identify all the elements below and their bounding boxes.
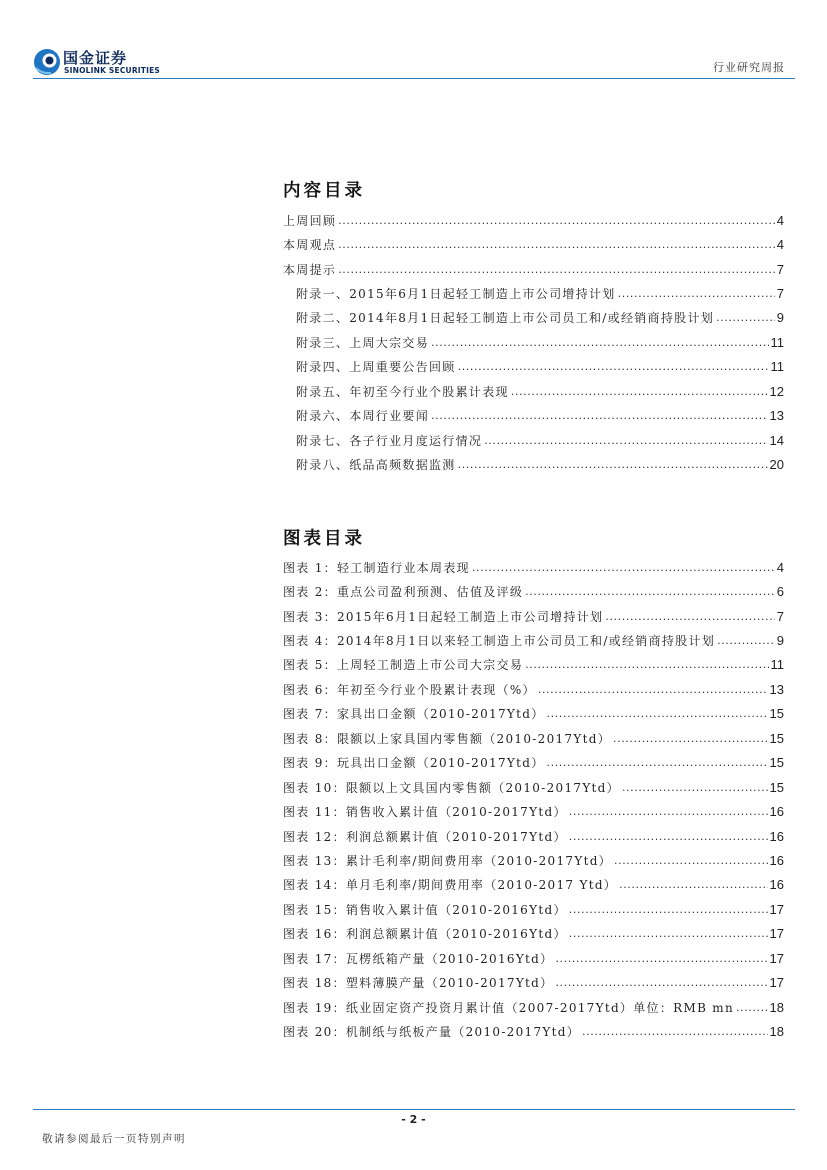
dot-leader	[717, 634, 775, 647]
figures-entry-label: 图表 12：利润总额累计值（2010-2017Ytd）	[283, 829, 567, 844]
dot-leader	[555, 952, 767, 965]
dot-leader	[511, 385, 768, 398]
figures-entry-page: 16	[769, 828, 784, 844]
dot-leader	[555, 976, 767, 989]
dot-leader	[569, 805, 768, 818]
figures-entry[interactable]	[283, 1019, 784, 1043]
dot-leader	[472, 561, 775, 574]
contents-title: 内容目录	[283, 181, 365, 201]
report-type-label: 行业研究周报	[713, 61, 785, 74]
dot-leader	[569, 830, 768, 843]
contents-entry-page: 9	[776, 310, 784, 326]
figures-entry[interactable]	[283, 922, 784, 946]
contents-entry-label: 附录七、各子行业月度运行情况	[296, 433, 483, 448]
contents-entry[interactable]	[283, 232, 784, 256]
figures-entry-label: 图表 17：瓦楞纸箱产量（2010-2016Ytd）	[283, 951, 554, 966]
dot-leader	[338, 238, 775, 251]
figures-entry-page: 17	[769, 901, 784, 917]
dot-leader	[431, 336, 768, 349]
figures-entry-page: 15	[769, 706, 784, 722]
contents-entry-label: 附录八、纸品高频数据监测	[296, 458, 456, 473]
logo-mark-icon	[33, 48, 61, 76]
dot-leader	[431, 409, 768, 422]
figures-entry-label: 图表 9：玩具出口金额（2010-2017Ytd）	[283, 756, 545, 771]
figures-entry-page: 11	[770, 657, 784, 673]
figures-entry-label: 图表 13：累计毛利率/期间费用率（2010-2017Ytd）	[283, 853, 612, 868]
contents-entry-label: 附录五、年初至今行业个股累计表现	[296, 384, 509, 399]
dot-leader	[525, 585, 775, 598]
figures-list	[283, 555, 784, 1044]
contents-entry-page: 4	[776, 237, 784, 253]
dot-leader	[338, 263, 775, 276]
figures-entry[interactable]	[283, 604, 784, 628]
page-header	[0, 0, 827, 90]
figures-entry[interactable]	[283, 995, 784, 1019]
figures-entry[interactable]	[283, 702, 784, 726]
dot-leader	[538, 683, 768, 696]
dot-leader	[569, 903, 768, 916]
figures-entry-label: 图表 15：销售收入累计值（2010-2016Ytd）	[283, 902, 567, 917]
contents-entry-label: 附录一、2015年6月1日起轻工制造上市公司增持计划	[296, 287, 616, 302]
figures-entry-label: 图表 14：单月毛利率/期间费用率（2010-2017 Ytd）	[283, 878, 618, 893]
contents-entry-page: 13	[769, 408, 784, 424]
figures-entry-label: 图表 3：2015年6月1日起轻工制造上市公司增持计划	[283, 609, 604, 624]
contents-entry[interactable]	[283, 355, 784, 379]
figures-entry[interactable]	[283, 897, 784, 921]
figures-entry-page: 17	[769, 975, 784, 991]
contents-entry-label: 附录四、上周重要公告回顾	[296, 360, 456, 375]
figures-entry-label: 图表 7：家具出口金额（2010-2017Ytd）	[283, 707, 545, 722]
figures-entry-page: 9	[776, 633, 784, 649]
figures-entry-page: 17	[769, 926, 784, 942]
header-divider	[33, 78, 795, 79]
contents-entry-page: 11	[770, 334, 784, 350]
contents-entry[interactable]	[283, 404, 784, 428]
dot-leader	[716, 311, 775, 324]
figures-entry-label: 图表 11：销售收入累计值（2010-2017Ytd）	[283, 805, 567, 820]
dot-leader	[338, 214, 775, 227]
contents-entry-page: 12	[769, 383, 784, 399]
contents-entry-label: 附录二、2014年8月1日起轻工制造上市公司员工和/或经销商持股计划	[296, 311, 715, 326]
figures-entry[interactable]	[283, 946, 784, 970]
figures-entry-page: 6	[776, 584, 784, 600]
page-number: - 2 -	[401, 1113, 426, 1126]
dot-leader	[736, 1001, 768, 1014]
contents-entry-page: 7	[776, 286, 784, 302]
dot-leader	[525, 658, 768, 671]
figures-entry-page: 16	[769, 804, 784, 820]
contents-entry-label: 附录三、上周大宗交易	[296, 335, 430, 350]
logo-chinese-name: 国金证券	[63, 49, 128, 67]
figures-entry-page: 16	[769, 852, 784, 868]
figures-entry-label: 图表 5：上周轻工制造上市公司大宗交易	[283, 658, 524, 673]
figures-entry-label: 图表 18：塑料薄膜产量（2010-2017Ytd）	[283, 976, 554, 991]
figures-entry-label: 图表 4：2014年8月1日以来轻工制造上市公司员工和/或经销商持股计划	[283, 634, 716, 649]
dot-leader	[458, 360, 769, 373]
figures-entry[interactable]	[283, 799, 784, 823]
dot-leader	[484, 434, 767, 447]
figures-entry[interactable]	[283, 555, 784, 579]
contents-entry-label: 上周回顾	[283, 213, 337, 228]
figures-entry[interactable]	[283, 726, 784, 750]
footer-divider	[33, 1109, 795, 1110]
dot-leader	[582, 1025, 767, 1038]
figures-entry-label: 图表 19：纸业固定资产投资月累计值（2007-2017Ytd）单位：RMB mn	[283, 1000, 735, 1015]
dot-leader	[618, 287, 775, 300]
figures-entry[interactable]	[283, 579, 784, 603]
dot-leader	[547, 756, 768, 769]
figures-entry-label: 图表 8：限额以上家具国内零售额（2010-2017Ytd）	[283, 731, 612, 746]
logo-english-name: SINOLINK SECURITIES	[64, 66, 161, 75]
contents-entry-page: 20	[769, 457, 784, 473]
dot-leader	[613, 732, 768, 745]
dot-leader	[614, 854, 768, 867]
contents-entry-page: 14	[769, 432, 784, 448]
figures-entry-page: 16	[769, 877, 784, 893]
figures-entry-label: 图表 2：重点公司盈利预测、估值及评级	[283, 585, 524, 600]
figures-entry-page: 15	[769, 779, 784, 795]
contents-entry[interactable]	[283, 208, 784, 232]
contents-entry-label: 附录六、本周行业要闻	[296, 409, 430, 424]
figures-title: 图表目录	[283, 529, 365, 549]
dot-leader	[622, 781, 768, 794]
figures-entry-label: 图表 1：轻工制造行业本周表现	[283, 560, 470, 575]
figures-entry[interactable]	[283, 848, 784, 872]
figures-entry-page: 15	[769, 730, 784, 746]
dot-leader	[569, 927, 768, 940]
disclaimer-note: 敬请参阅最后一页特别声明	[42, 1133, 186, 1145]
contents-list	[283, 208, 784, 477]
figures-entry[interactable]	[283, 873, 784, 897]
contents-entry[interactable]	[283, 452, 784, 476]
figures-entry-page: 13	[769, 681, 784, 697]
figures-entry-page: 17	[769, 950, 784, 966]
figures-entry-page: 4	[776, 559, 784, 575]
figures-entry[interactable]	[283, 628, 784, 652]
figures-entry-label: 图表 20：机制纸与纸板产量（2010-2017Ytd）	[283, 1025, 581, 1040]
contents-entry-page: 7	[776, 261, 784, 277]
figures-entry-label: 图表 10：限额以上文具国内零售额（2010-2017Ytd）	[283, 780, 620, 795]
figures-entry[interactable]	[283, 751, 784, 775]
dot-leader	[619, 878, 767, 891]
figures-entry-page: 18	[769, 999, 784, 1015]
figures-entry-label: 图表 16：利润总额累计值（2010-2016Ytd）	[283, 927, 567, 942]
contents-entry-page: 4	[776, 212, 784, 228]
figures-entry[interactable]	[283, 824, 784, 848]
figures-entry[interactable]	[283, 677, 784, 701]
contents-entry-label: 本周提示	[283, 262, 337, 277]
figures-entry[interactable]	[283, 775, 784, 799]
contents-entry[interactable]	[283, 281, 784, 305]
contents-entry[interactable]	[283, 306, 784, 330]
contents-entry-label: 本周观点	[283, 238, 337, 253]
contents-entry[interactable]	[283, 257, 784, 281]
contents-entry[interactable]	[283, 330, 784, 354]
contents-entry[interactable]	[283, 428, 784, 452]
figures-entry[interactable]	[283, 653, 784, 677]
dot-leader	[547, 707, 768, 720]
contents-entry-page: 11	[770, 359, 784, 375]
dot-leader	[605, 610, 774, 623]
figures-entry[interactable]	[283, 970, 784, 994]
contents-entry[interactable]	[283, 379, 784, 403]
figures-entry-label: 图表 6：年初至今行业个股累计表现（%）	[283, 682, 536, 697]
figures-entry-page: 7	[776, 608, 784, 624]
figures-entry-page: 18	[769, 1024, 784, 1040]
figures-entry-page: 15	[769, 755, 784, 771]
dot-leader	[458, 458, 768, 471]
company-logo	[33, 47, 163, 81]
